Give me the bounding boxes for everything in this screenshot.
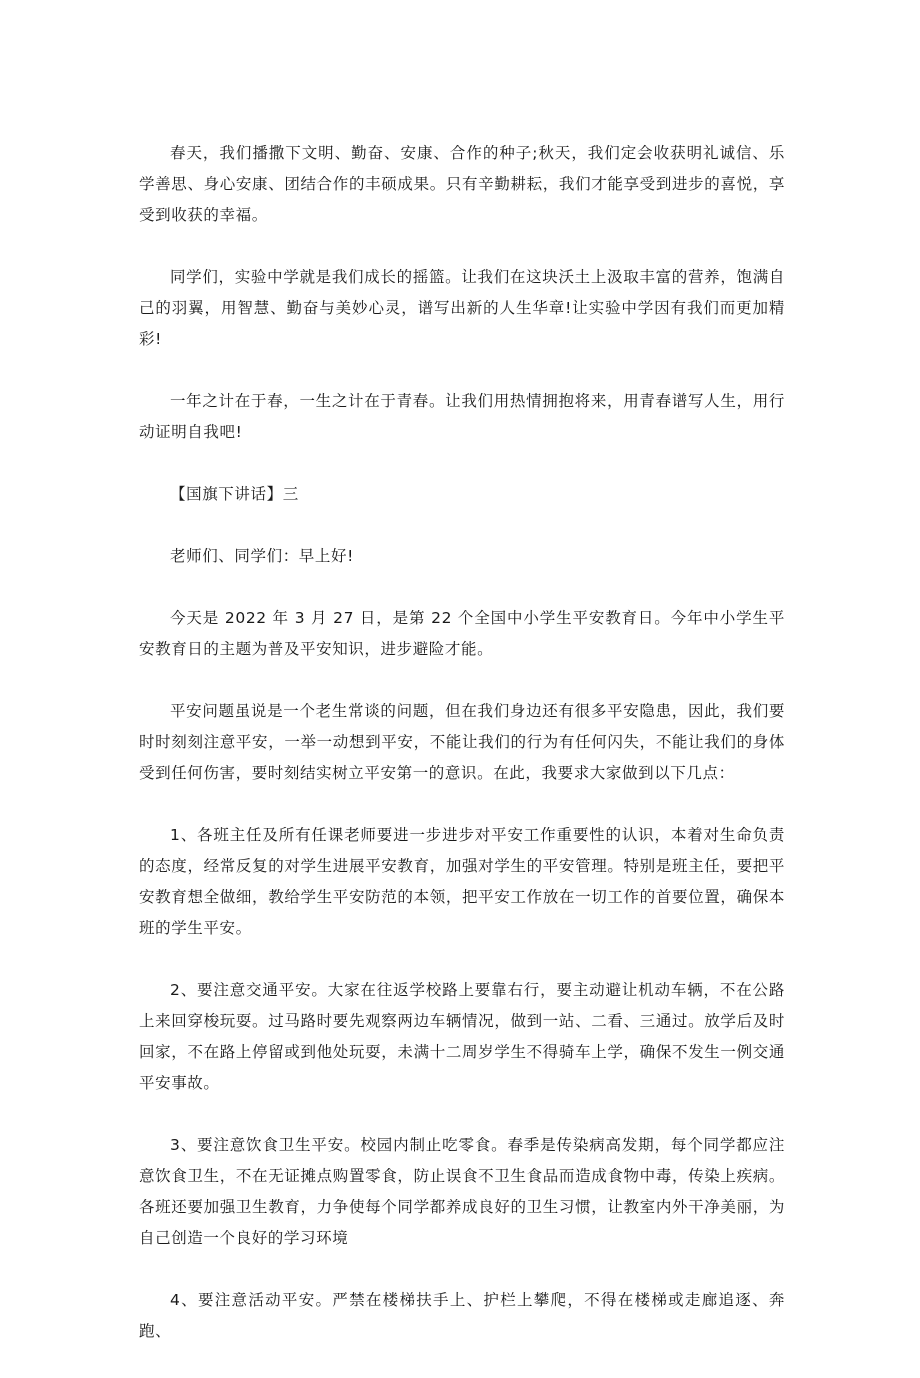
list-item-2-traffic: 2、要注意交通平安。大家在往返学校路上要靠右行，要主动避让机动车辆，不在公路上来回穿梭玩耍。过马路时要先观察两边车辆情况，做到一站、二看、三通过。放学后及时回家，不在路上停留或到他处玩耍，未满十二周岁学生不得骑车上学，确保不发生一例交通平安事故。	[139, 981, 785, 1092]
list-item-3-food: 3、要注意饮食卫生平安。校园内制止吃零食。春季是传染病高发期，每个同学都应注意饮食卫生，不在无证摊点购置零食，防止误食不卫生食品而造成食物中毒，传染上疾病。各班还要加强卫生教育，力争使每个同学都养成良好的卫生习惯，让教室内外干净美丽，为自己创造一个良好的学习环境	[139, 1136, 785, 1247]
document-page	[139, 138, 785, 1378]
paragraph-greeting: 老师们、同学们：早上好!	[170, 547, 354, 565]
list-item-1-teachers: 1、各班主任及所有任课老师要进一步进步对平安工作重要性的认识，本着对生命负责的态度，经常反复的对学生进展平安教育，加强对学生的平安管理。特别是班主任，要把平安教育想全做细，教给学生平安防范的本领，把平安工作放在一切工作的首要位置，确保本班的学生平安。	[139, 826, 785, 937]
paragraph-safety-day: 今天是 2022 年 3 月 27 日，是第 22 个全国中小学生平安教育日。今年中小学生平安教育日的主题为普及平安知识，进步避险才能。	[139, 609, 785, 658]
paragraph-students-cradle: 同学们，实验中学就是我们成长的摇篮。让我们在这块沃土上汲取丰富的营养，饱满自己的羽翼，用智慧、勤奋与美妙心灵，谱写出新的人生华章!让实验中学因有我们而更加精彩!	[139, 268, 785, 348]
paragraph-spring-autumn: 春天，我们播撒下文明、勤奋、安康、合作的种子;秋天，我们定会收获明礼诚信、乐学善思、身心安康、团结合作的丰硕成果。只有辛勤耕耘，我们才能享受到进步的喜悦，享受到收获的幸福。	[139, 144, 785, 224]
list-item-4-activity: 4、要注意活动平安。严禁在楼梯扶手上、护栏上攀爬，不得在楼梯或走廊追逐、奔跑、	[139, 1291, 785, 1340]
paragraph-year-plan: 一年之计在于春，一生之计在于青春。让我们用热情拥抱将来，用青春谱写人生，用行动证明自我吧!	[139, 392, 785, 441]
section-heading: 【国旗下讲话】三	[170, 485, 299, 503]
paragraph-safety-issue: 平安问题虽说是一个老生常谈的问题，但在我们身边还有很多平安隐患，因此，我们要时时刻刻注意平安，一举一动想到平安，不能让我们的行为有任何闪失，不能让我们的身体受到任何伤害，要时刻结实树立平安第一的意识。在此，我要求大家做到以下几点：	[139, 702, 785, 782]
